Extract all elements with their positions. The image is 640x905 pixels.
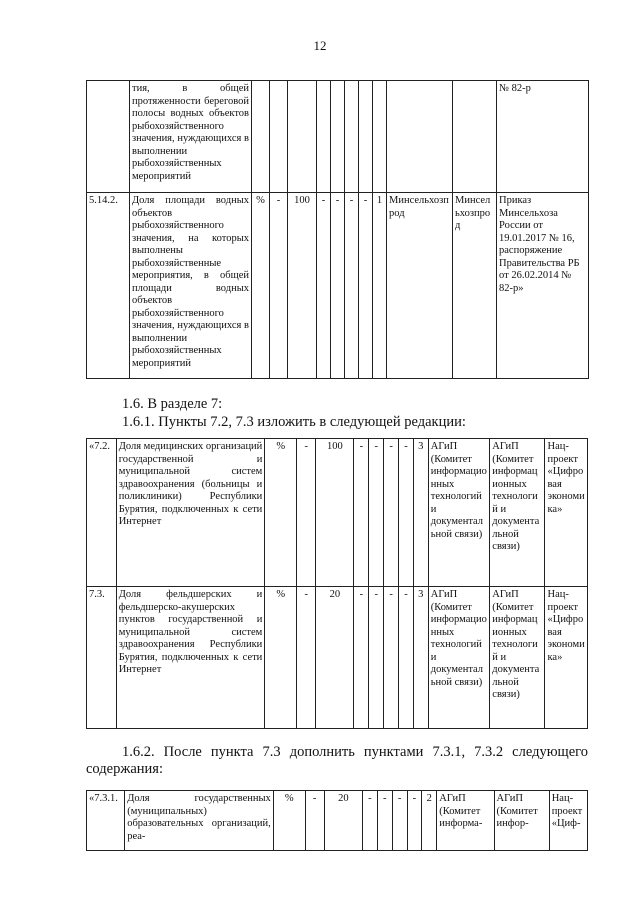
value-cell: -	[369, 587, 384, 729]
value-cell: -	[392, 791, 407, 851]
value-cell: -	[354, 439, 369, 587]
value-cell: 20	[324, 791, 362, 851]
responsible-cell: Минсельхозпрод	[387, 193, 453, 379]
value-cell: -	[359, 193, 373, 379]
row-number: «7.3.1.	[87, 791, 125, 851]
coexecutor-cell: Минсельхозпрод	[453, 193, 497, 379]
value-cell: -	[305, 791, 324, 851]
coexecutor-cell	[453, 81, 497, 193]
value-cell	[331, 81, 345, 193]
value-cell: -	[362, 791, 377, 851]
value-cell: -	[384, 439, 399, 587]
section-heading: 1.6. В разделе 7:	[122, 396, 223, 412]
unit-cell: %	[252, 193, 270, 379]
value-cell: -	[297, 587, 316, 729]
indicator-description: тия, в общей протяженности береговой полосы водных объектов рыбохозяйственного значения, нуждающихся в выполнении рыбохозяйственных мероприятий	[130, 81, 252, 193]
coexecutor-cell: АГиП (Комитет информационных технологий и документальной связи)	[490, 587, 545, 729]
value-cell: -	[377, 791, 392, 851]
value-cell: 100	[316, 439, 354, 587]
row-number: 7.3.	[87, 587, 117, 729]
indicator-description: Доля фельдшерских и фельдшерско-акушерских пунктов государственной и муниципальной систем здравоохранения Республики Бурятия, подключенных к сети Интернет	[116, 587, 265, 729]
coexecutor-cell: АГиП (Комитет инфор-	[494, 791, 549, 851]
value-cell: -	[384, 587, 399, 729]
unit-cell: %	[273, 791, 305, 851]
section-subheading: 1.6.1. Пункты 7.2, 7.3 изложить в следующей редакции:	[122, 414, 466, 430]
table-row	[87, 587, 588, 729]
value-cell: -	[354, 587, 369, 729]
indicator-description: Доля государственных (муниципальных) образовательных организаций, реа-	[125, 791, 274, 851]
basis-cell: Нац-проект «Цифровая экономика»	[545, 439, 588, 587]
value-cell	[359, 81, 373, 193]
value-cell: 20	[316, 587, 354, 729]
value-cell: -	[399, 439, 414, 587]
value-cell	[288, 81, 317, 193]
responsible-cell	[387, 81, 453, 193]
indicators-table-section-5	[86, 80, 589, 379]
basis-cell: Приказ Минсельхоза России от 19.01.2017 № 16, распоряжение Правительства РБ от 26.02.2014 № 82-р»	[497, 193, 589, 379]
value-cell	[345, 81, 359, 193]
value-cell: -	[297, 439, 316, 587]
table-row	[87, 439, 588, 587]
unit-cell: %	[265, 587, 297, 729]
value-cell: 2	[422, 791, 437, 851]
row-number: «7.2.	[87, 439, 117, 587]
table-row	[87, 81, 589, 193]
table-row	[87, 193, 589, 379]
value-cell: -	[369, 439, 384, 587]
indicator-description: Доля медицинских организаций государственной и муниципальной систем здравоохранения (больницы и поликлиники) Республики Бурятия, подключенных к сети Интернет	[116, 439, 265, 587]
value-cell: -	[331, 193, 345, 379]
responsible-cell: АГиП (Комитет информационных технологий и документальной связи)	[428, 439, 490, 587]
indicators-table-section-7	[86, 438, 588, 729]
row-number	[87, 81, 130, 193]
unit-cell	[252, 81, 270, 193]
value-cell	[373, 81, 387, 193]
value-cell	[270, 81, 288, 193]
value-cell: 3	[413, 587, 428, 729]
table-row	[87, 791, 588, 851]
value-cell: 1	[373, 193, 387, 379]
row-number: 5.14.2.	[87, 193, 130, 379]
basis-cell: Нац-проект «Цифровая экономика»	[545, 587, 588, 729]
paragraph-text: 1.6.2. После пункта 7.3 дополнить пунктами 7.3.1, 7.3.2 следующего содержания:	[86, 744, 588, 777]
value-cell: 100	[288, 193, 317, 379]
page-number: 12	[313, 38, 327, 53]
value-cell: 3	[413, 439, 428, 587]
value-cell	[317, 81, 331, 193]
value-cell: -	[270, 193, 288, 379]
indicators-table-additional	[86, 790, 588, 851]
basis-cell: Нац-проект «Циф-	[549, 791, 587, 851]
basis-cell: № 82-р	[497, 81, 589, 193]
indicator-description: Доля площади водных объектов рыбохозяйственного значения, на которых выполнены рыбохозяйственные мероприятия, в общей площади водных объектов рыбохозяйственного значения, нуждающихся в выполнении рыбохозяйственных мероприятий	[130, 193, 252, 379]
value-cell: -	[407, 791, 422, 851]
coexecutor-cell: АГиП (Комитет информационных технологий и документальной связи)	[490, 439, 545, 587]
responsible-cell: АГиП (Комитет информа-	[437, 791, 494, 851]
value-cell: -	[399, 587, 414, 729]
unit-cell: %	[265, 439, 297, 587]
responsible-cell: АГиП (Комитет информационных технологий и документальной связи)	[428, 587, 490, 729]
value-cell: -	[317, 193, 331, 379]
value-cell: -	[345, 193, 359, 379]
